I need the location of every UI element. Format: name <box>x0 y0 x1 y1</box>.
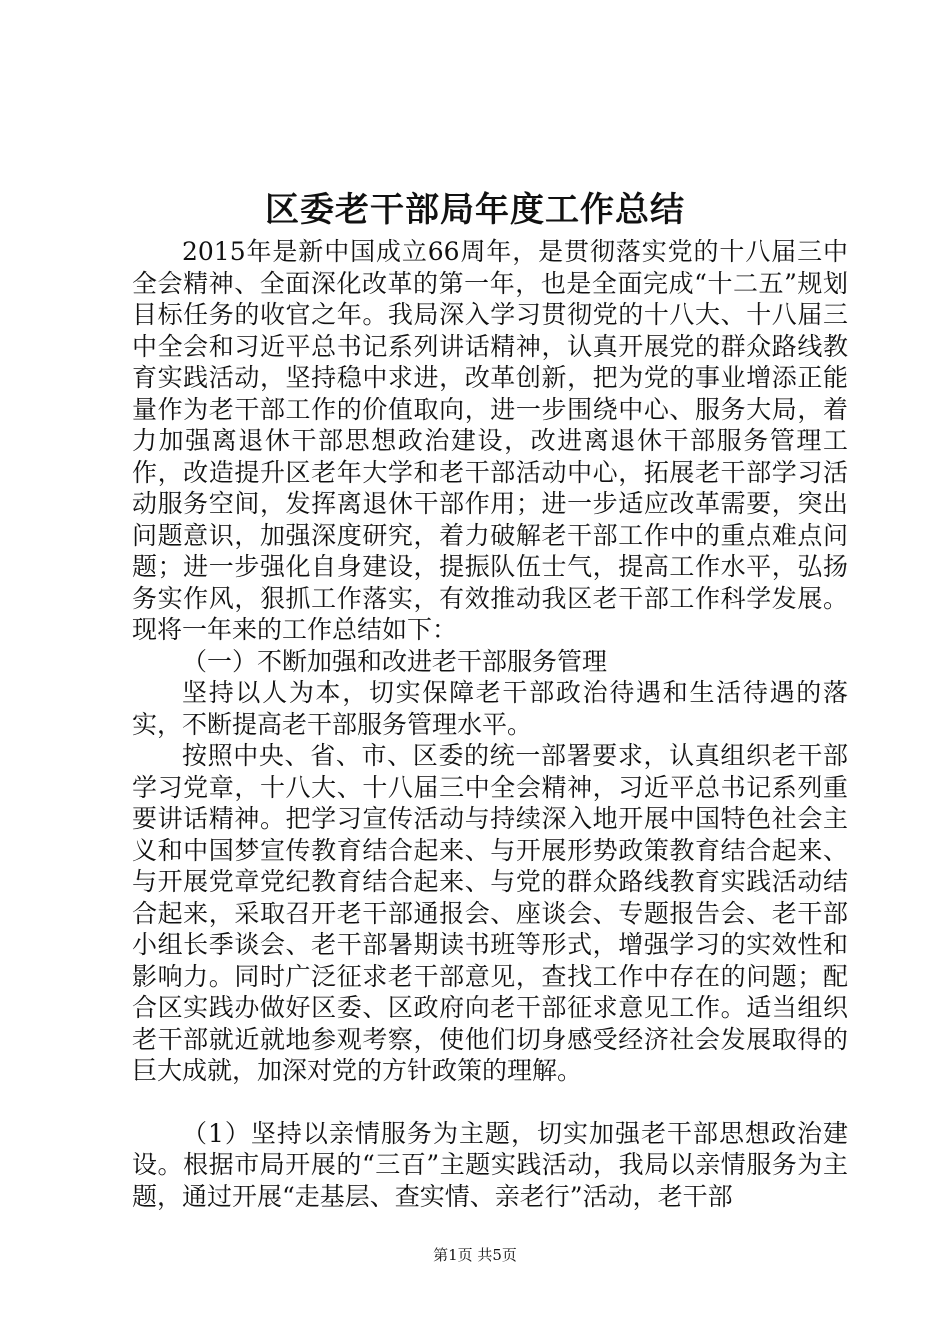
document-title: 区委老干部局年度工作总结 <box>265 190 685 230</box>
paragraph-subsection-1: （1）坚持以亲情服务为主题，切实加强老干部思想政治建设。根据市局开展的“三百”主题实践活动，我局以亲情服务为主题，通过开展“走基层、查实情、亲老行”活动，老干部 <box>132 1118 848 1211</box>
page-number: 第1页 共5页 <box>433 1246 517 1264</box>
document-body <box>132 236 848 1212</box>
paragraph-service: 坚持以人为本，切实保障老干部政治待遇和生活待遇的落实，不断提高老干部服务管理水平。 <box>132 678 848 739</box>
section-heading: （一）不断加强和改进老干部服务管理 <box>182 646 608 676</box>
paragraph-intro: 2015年是新中国成立66周年，是贯彻落实党的十八届三中全会精神、全面深化改革的第一年，也是全面完成“十二五”规划目标任务的收官之年。我局深入学习贯彻党的十八大、十八届三中全会和习近平总书记系列讲话精神，认真开展党的群众路线教育实践活动，坚持稳中求进，改革创新，把为党的事业增添正能量作为老干部工作的价值取向，进一步围绕中心、服务大局，着力加强离退休干部思想政治建设，改进离退休干部服务管理工作，改造提升区老年大学和老干部活动中心，拓展老干部学习活动服务空间，发挥离退休干部作用；进一步适应改革需要，突出问题意识，加强深度研究，着力破解老干部工作中的重点难点问题；进一步强化自身建设，提振队伍士气，提高工作水平，弘扬务实作风，狠抓工作落实，有效推动我区老干部工作科学发展。现将一年来的工作总结如下： <box>132 237 848 644</box>
paragraph-study: 按照中央、省、市、区委的统一部署要求，认真组织老干部学习党章，十八大、十八届三中全会精神，习近平总书记系列重要讲话精神。把学习宣传活动与持续深入地开展中国特色社会主义和中国梦宣传教育结合起来、与开展形势政策教育结合起来、与开展党章党纪教育结合起来、与党的群众路线教育实践活动结合起来，采取召开老干部通报会、座谈会、专题报告会、老干部小组长季谈会、老干部暑期读书班等形式，增强学习的实效性和影响力。同时广泛征求老干部意见，查找工作中存在的问题；配合区实践办做好区委、区政府向老干部征求意见工作。适当组织老干部就近就地参观考察，使他们切身感受经济社会发展取得的巨大成就，加深对党的方针政策的理解。 <box>132 741 848 1085</box>
